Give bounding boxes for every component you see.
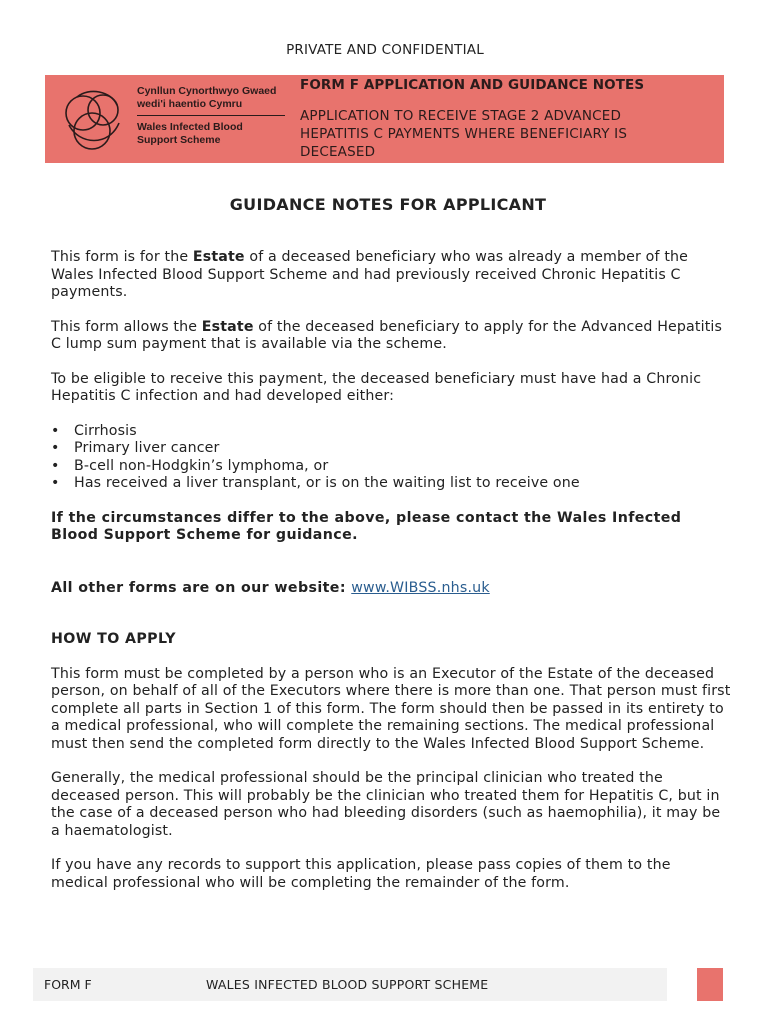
bullet-icon: •: [51, 440, 60, 456]
how-paragraph-executor: This form must be completed by a person who is an Executor of the Estate of the deceased person, on behalf of all of the Executors where there is more than one. That person must first complete all parts in Section 1 of this form. The form should then be passed in its entirety to a medical professional, who will complete the remaining sections. The medical professional must then send the completed form directly to the Wales Infected Blood Support Scheme.: [51, 665, 731, 752]
list-item-text: B-cell non-Hodgkin’s lymphoma, or: [74, 457, 329, 474]
website-line: [51, 580, 731, 598]
website-label: All other forms are on our website:: [51, 579, 352, 596]
list-item: [51, 423, 731, 441]
title-banner: [45, 75, 724, 163]
purpose-paragraph: [51, 319, 731, 354]
list-item-text: Has received a liver transplant, or is on the waiting list to receive one: [74, 475, 580, 491]
bullet-icon: •: [51, 457, 60, 474]
wibss-logo-icon: [59, 85, 131, 155]
website-link[interactable]: www.WIBSS.nhs.uk: [351, 579, 490, 596]
confidential-header: PRIVATE AND CONFIDENTIAL: [286, 42, 484, 58]
footer-form-id: FORM F: [44, 977, 92, 992]
how-paragraph-records: If you have any records to support this application, please pass copies of them to the medical professional who will be completing the remainder of the form.: [51, 857, 671, 891]
form-title: FORM F APPLICATION AND GUIDANCE NOTES: [300, 77, 645, 93]
how-to-apply-heading: HOW TO APPLY: [51, 631, 176, 647]
intro-paragraph: [51, 249, 731, 302]
footer-scheme-name: WALES INFECTED BLOOD SUPPORT SCHEME: [206, 977, 489, 992]
banner-titles: [300, 77, 710, 161]
page-title: GUIDANCE NOTES FOR APPLICANT: [229, 195, 547, 214]
logo-text: [137, 85, 289, 146]
bullet-icon: •: [51, 475, 60, 491]
form-subtitle-line3: DECEASED: [300, 144, 376, 160]
list-item: [51, 475, 731, 493]
form-subtitle-line2: HEPATITIS C PAYMENTS WHERE BENEFICIARY IS: [300, 126, 628, 142]
list-item: [51, 440, 731, 458]
list-item-text: Primary liver cancer: [74, 440, 220, 456]
purpose-text-a: This form allows the: [51, 318, 202, 335]
intro-bold-estate: Estate: [192, 249, 245, 265]
intro-text-b: of a deceased beneficiary who was already a member of the Wales Infected Blood Support Scheme and had previously received Chronic Hepatitis C payments.: [51, 249, 689, 300]
logo-divider: [137, 115, 285, 116]
logo-welsh-line2: wedi'i haentio Cymru: [137, 97, 243, 110]
purpose-bold-estate: Estate: [201, 318, 254, 335]
intro-text-a: This form is for the: [51, 249, 193, 265]
form-subtitle-line1: APPLICATION TO RECEIVE STAGE 2 ADVANCED: [300, 108, 622, 124]
list-item-text: Cirrhosis: [74, 422, 137, 439]
logo-welsh-line1: Cynllun Cynorthwyo Gwaed: [137, 85, 277, 97]
guidance-warning: If the circumstances differ to the above, please contact the Wales Infected Blood Support Scheme for guidance.: [51, 509, 682, 543]
footer-accent-box: [697, 968, 723, 1001]
purpose-text-b: of the deceased beneficiary to apply for the Advanced Hepatitis C lump sum payment that is available via the scheme.: [51, 318, 723, 352]
logo-english-line1: Wales Infected Blood: [137, 121, 243, 133]
form-subtitle: [300, 107, 710, 161]
conditions-list: [51, 423, 731, 493]
logo-english-line2: Support Scheme: [137, 133, 221, 146]
guidance-content: [51, 249, 731, 892]
list-item: [51, 458, 731, 476]
bullet-icon: •: [51, 422, 60, 439]
page-footer: [33, 968, 667, 1001]
how-paragraph-clinician: Generally, the medical professional should be the principal clinician who treated the deceased person. This will probably be the clinician who treated them for Hepatitis C, but in the case of a deceased person who had bleeding disorders (such as haemophilia), it may be a haematologist.: [51, 770, 721, 839]
eligibility-paragraph: To be eligible to receive this payment, the deceased beneficiary must have had a Chronic Hepatitis C infection and had developed either:: [51, 370, 702, 404]
